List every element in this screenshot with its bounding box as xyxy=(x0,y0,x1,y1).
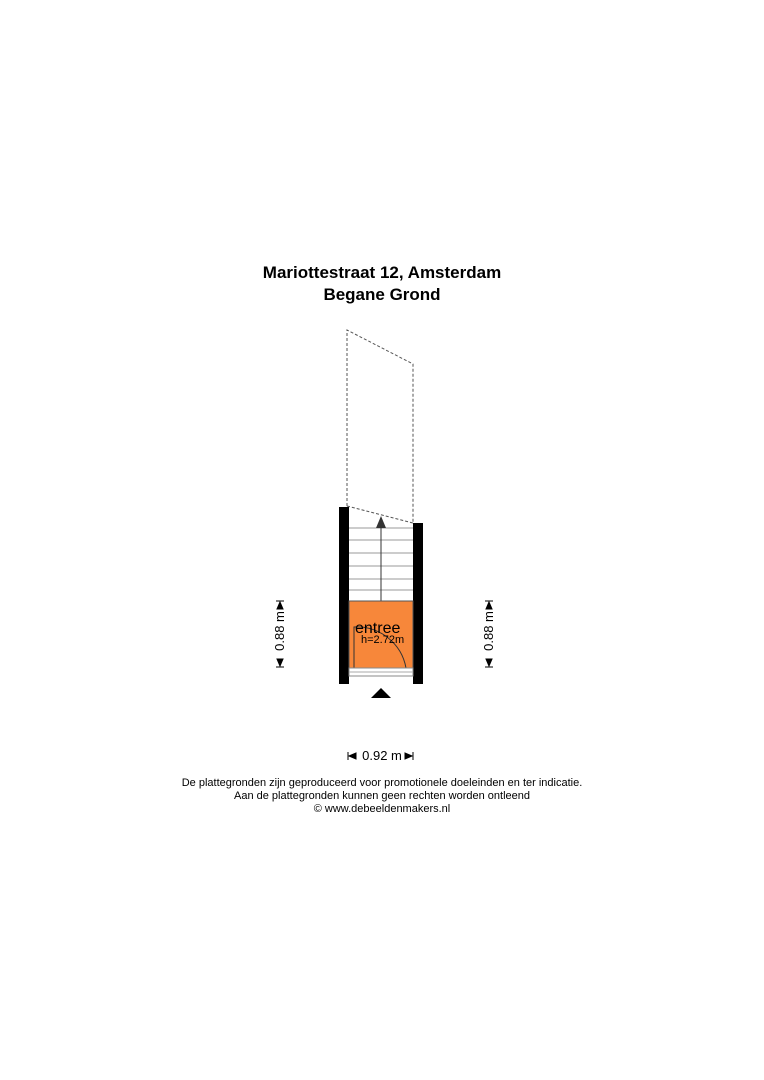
disclaimer-line-1: De plattegronden zijn geproduceerd voor promotionele doeleinden en ter indicatie. xyxy=(181,777,583,789)
disclaimer-line-2: Aan de plattegronden kunnen geen rechten worden ontleend xyxy=(233,790,530,802)
wall-right xyxy=(413,523,423,684)
depth-left-dimension-label: 0.88 m xyxy=(272,611,287,651)
width-dimension-label: 0.92 m xyxy=(362,748,402,763)
room-name-label: entree xyxy=(355,620,401,637)
plan-address-title: Mariottestraat 12, Amsterdam xyxy=(262,263,502,282)
disclaimer-line-3: © www.debeeldenmakers.nl xyxy=(313,803,451,815)
depth-right-dimension-label: 0.88 m xyxy=(481,611,496,651)
dashed-outline xyxy=(347,330,413,523)
room-height-label: h=2.72m xyxy=(361,634,405,646)
wall-left xyxy=(339,507,349,684)
floor-name-title: Begane Grond xyxy=(323,285,441,304)
stair-arrow-head xyxy=(376,516,386,528)
disclaimer xyxy=(0,777,764,816)
entrance-triangle-icon xyxy=(371,688,391,698)
